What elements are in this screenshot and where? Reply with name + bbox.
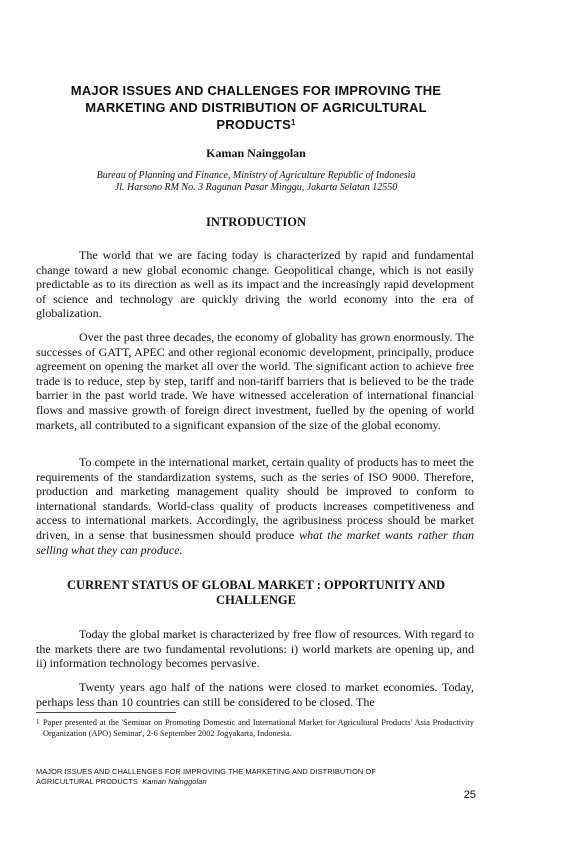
paragraph-emphasis: what the market wants rather than selling what they can produce. <box>36 527 474 557</box>
footnote-text: Paper presented at the 'Seminar on Promoting Domestic and International Market for Agricultural Products' Asia Productivity Organization (APO) Seminar', 2-6 September 2002 Jogyakarta, Indonesia. <box>43 718 474 738</box>
paragraph-text: To compete in the international market, certain quality of products has to meet the requirements of the standardization systems, such as the series of ISO 9000. Therefore, production and marketing management quality should be improved to conform to international standards. World-class quality of products increases competitiveness and access to international markets. Accordingly, the agribusiness process should be market driven, in a sense that businessmen should produce <box>36 455 474 542</box>
body-paragraph: Twenty years ago half of the nations were closed to market economies. Today, perhaps less than 10 countries can still be considered to be closed. The <box>36 680 474 709</box>
heading-line-2: CHALLENGE <box>216 593 296 607</box>
title-line-2: MARKETING AND DISTRIBUTION OF AGRICULTURAL <box>85 100 427 115</box>
running-footer-author: Kaman Nainggolan <box>142 776 207 786</box>
body-paragraph: Over the past three decades, the economy of globality has grown enormously. The successes of GATT, APEC and other regional economic development, principally, produce agreement on opening the market all over the world. The significant action to achieve free trade is to reduce, step by step, tariff and non-tariff barriers that is believed to be the trade barrier in the past world trade. We have witnessed acceleration of international financial flows and massive growth of foreign direct investment, fuelled by the opening of world markets, all contributed to a significant expansion of the size of the global economy. <box>36 330 474 432</box>
page-number: 25 <box>463 789 476 801</box>
author-affiliation <box>36 170 476 194</box>
body-paragraph: The world that we are facing today is characterized by rapid and fundamental change toward a new global economic change. Geopolitical change, which is not easily predictable as to its direction as well as its impact and the increasingly rapid development of science and technology are quickly driving the world economy into the era of globalization. <box>36 248 474 321</box>
running-footer-line-2 <box>36 777 476 787</box>
title-line-1: MAJOR ISSUES AND CHALLENGES FOR IMPROVING THE <box>70 83 442 98</box>
title-line-3 <box>36 116 476 133</box>
footnote-mark: 1 <box>36 718 40 726</box>
paper-title <box>36 82 476 133</box>
body-paragraph: Today the global market is characterized by free flow of resources. With regard to the markets there are two fundamental revolutions: i) world markets are opening up, and ii) information technology becomes pervasive. <box>36 627 474 671</box>
footnote <box>36 717 474 739</box>
section-heading-introduction: INTRODUCTION <box>205 215 306 229</box>
affiliation-line-2: Jl. Harsono RM No. 3 Ragunan Pasar Minggu, Jakarta Selatan 12550 <box>114 182 398 193</box>
body-paragraph <box>36 455 474 557</box>
title-line-3-text: PRODUCTS <box>216 117 291 132</box>
footnote-divider <box>36 712 176 713</box>
affiliation-line-1: Bureau of Planning and Finance, Ministry of Agriculture Republic of Indonesia <box>96 170 416 181</box>
section-heading-current-status <box>36 578 476 608</box>
title-footnote-ref[interactable]: 1 <box>290 118 296 127</box>
running-footer-line-1: MAJOR ISSUES AND CHALLENGES FOR IMPROVING THE MARKETING AND DISTRIBUTION OF <box>36 767 376 776</box>
author-name: Kaman Nainggolan <box>206 146 306 160</box>
running-footer <box>36 767 476 786</box>
heading-line-1: CURRENT STATUS OF GLOBAL MARKET : OPPORTUNITY AND <box>67 578 445 592</box>
running-footer-title: AGRICULTURAL PRODUCTS <box>36 776 138 786</box>
